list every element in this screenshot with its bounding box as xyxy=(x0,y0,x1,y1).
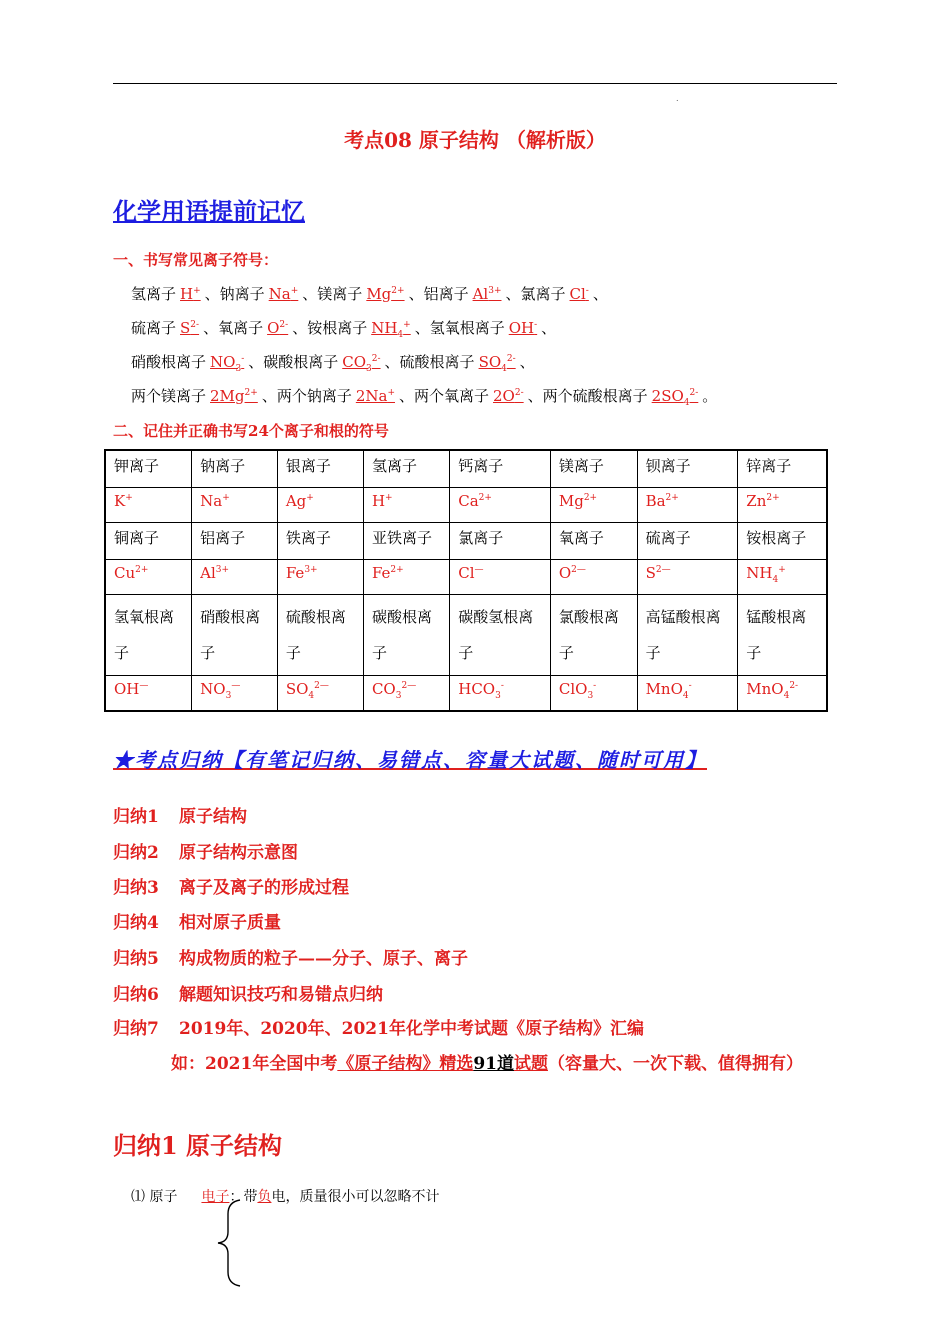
table-cell: 硫酸根离子 xyxy=(277,595,363,676)
table-cell: 铝离子 xyxy=(192,523,278,560)
table-row xyxy=(105,450,827,488)
table-cell: K+ xyxy=(105,488,192,523)
table-cell: Cl— xyxy=(450,560,551,595)
table-cell: MnO$_4^{2-}$ xyxy=(738,676,827,712)
table-cell: H+ xyxy=(363,488,449,523)
table-cell: 钡离子 xyxy=(637,450,738,488)
ion-line-1: 氢离子 H+ 、钠离子 Na+ 、镁离子 $Mg^{2+}$ 、铝离子 $Al^{3+}$ 、氯离子 Cl- 、 xyxy=(131,285,608,303)
table-cell: 钙离子 xyxy=(450,450,551,488)
ion-line-4: 两个镁离子 $2Mg^{2+}$ 、两个钠离子 2Na+ 、两个氧离子 $2O^{2-}$ 、两个硫酸根离子 $2SO_4^{2-}$ 。 xyxy=(131,387,718,408)
paragraph-mark: . xyxy=(676,94,679,103)
table-cell: 银离子 xyxy=(277,450,363,488)
table-cell: $Fe^{2+}$ xyxy=(363,560,449,595)
table-row xyxy=(105,560,827,595)
table-cell: $Ca^{2+}$ xyxy=(450,488,551,523)
table-cell: $S^{2—}$ xyxy=(637,560,738,595)
table-cell: $Al^{3+}$ xyxy=(192,560,278,595)
induction-4[interactable]: 归纳4 相对原子质量 xyxy=(113,913,281,933)
induction-1[interactable]: 归纳1 原子结构 xyxy=(113,807,247,827)
induction-3[interactable]: 归纳3 离子及离子的形成过程 xyxy=(113,878,349,898)
induction-7[interactable]: 归纳7 2019年、2020年、2021年化学中考试题《原子结构》汇编 xyxy=(113,1019,644,1039)
ion-symbol-table xyxy=(104,449,828,712)
table-cell: 镁离子 xyxy=(550,450,637,488)
table-cell: 硫离子 xyxy=(637,523,738,560)
table-row xyxy=(105,523,827,560)
ion-line-3: 硝酸根离子 $NO_3^-$ 、碳酸根离子 $CO_3^{2-}$ 、硫酸根离子 $SO_4^{2-}$ 、 xyxy=(131,353,535,374)
table-cell: 铵根离子 xyxy=(738,523,827,560)
collection-link[interactable]: 《原子结构》精选 xyxy=(337,1054,474,1074)
table-cell: 铜离子 xyxy=(105,523,192,560)
table-cell: 铁离子 xyxy=(277,523,363,560)
atom-structure-line: ⑴ 原子 电子：带负电，质量很小可以忽略不计 xyxy=(131,1189,440,1205)
star-heading: ★考点归纳【有笔记归纳、易错点、容量大试题、随时可用】 xyxy=(113,748,707,772)
table-cell: $Cu^{2+}$ xyxy=(105,560,192,595)
header-rule xyxy=(113,83,837,84)
table-row xyxy=(105,676,827,712)
table-cell: MnO$_4$- xyxy=(637,676,738,712)
table-cell: $Zn^{2+}$ xyxy=(738,488,827,523)
table-cell: 碳酸根离子 xyxy=(363,595,449,676)
table-cell: $Mg^{2+}$ xyxy=(550,488,637,523)
table-cell: 氢离子 xyxy=(363,450,449,488)
table-cell: 钾离子 xyxy=(105,450,192,488)
memory-heading: 化学用语提前记忆 xyxy=(113,197,305,226)
induction-2[interactable]: 归纳2 原子结构示意图 xyxy=(113,843,298,863)
page-title: 考点08 原子结构 （解析版） xyxy=(344,128,606,152)
table-row xyxy=(105,488,827,523)
table-cell: 锰酸根离子 xyxy=(738,595,827,676)
table-cell: Na+ xyxy=(192,488,278,523)
table-cell: 碳酸氢根离子 xyxy=(450,595,551,676)
table-cell: $Fe^{3+}$ xyxy=(277,560,363,595)
table-cell: OH— xyxy=(105,676,192,712)
table-cell: 锌离子 xyxy=(738,450,827,488)
table-cell: ClO$_3$- xyxy=(550,676,637,712)
table-cell: $Ba^{2+}$ xyxy=(637,488,738,523)
induction-5[interactable]: 归纳5 构成物质的粒子——分子、原子、离子 xyxy=(113,949,468,969)
table-cell: 氧离子 xyxy=(550,523,637,560)
table-cell: $O^{2—}$ xyxy=(550,560,637,595)
table-cell: $HCO_3^-$ xyxy=(450,676,551,712)
table-cell: $NO_3^—$ xyxy=(192,676,278,712)
section1-title: 一、书写常见离子符号： xyxy=(113,251,279,269)
table-cell: 钠离子 xyxy=(192,450,278,488)
table-cell: $CO_3^{2—}$ xyxy=(363,676,449,712)
table-cell: 氯离子 xyxy=(450,523,551,560)
section2-title: 二、记住并正确书写24个离子和根的符号 xyxy=(113,422,389,440)
table-cell: 高锰酸根离子 xyxy=(637,595,738,676)
brace-icon xyxy=(210,1198,250,1288)
table-cell: Ag+ xyxy=(277,488,363,523)
table-row xyxy=(105,595,827,676)
ion-line-2: 硫离子 $S^{2-}$ 、氧离子 $O^{2-}$ 、铵根离子 $NH_4^+$ 、氢氧根离子 OH- 、 xyxy=(131,319,557,340)
section-heading: 归纳1 原子结构 xyxy=(113,1131,283,1160)
table-cell: 氯酸根离子 xyxy=(550,595,637,676)
induction-6[interactable]: 归纳6 解题知识技巧和易错点归纳 xyxy=(113,985,383,1005)
table-cell: $NH_4^+$ xyxy=(738,560,827,595)
table-cell: $SO_4^{2—}$ xyxy=(277,676,363,712)
table-cell: 亚铁离子 xyxy=(363,523,449,560)
table-cell: 氢氧根离子 xyxy=(105,595,192,676)
download-note: 如：2021年全国中考《原子结构》精选91道试题（容量大、一次下载、值得拥有） xyxy=(171,1054,803,1074)
table-cell: 硝酸根离子 xyxy=(192,595,278,676)
